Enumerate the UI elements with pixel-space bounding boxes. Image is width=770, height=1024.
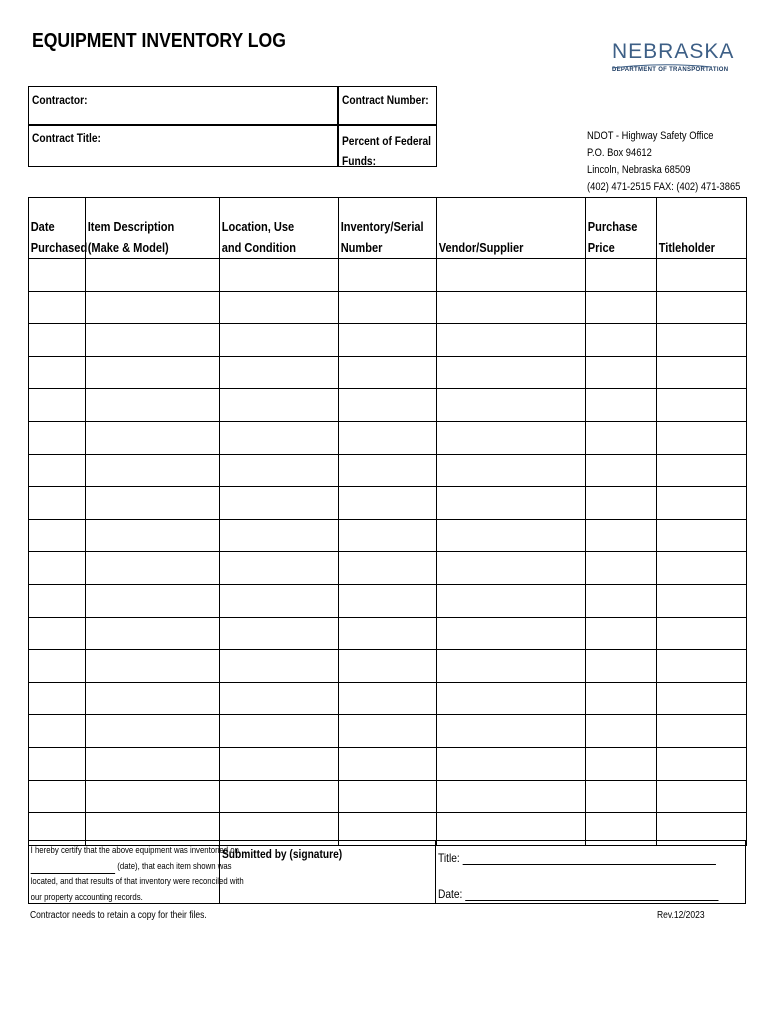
table-cell[interactable] xyxy=(586,617,657,650)
logo-swoosh-icon xyxy=(612,64,712,70)
table-cell[interactable] xyxy=(437,552,586,585)
table-cell[interactable] xyxy=(220,780,339,813)
table-cell[interactable] xyxy=(339,487,437,520)
table-cell[interactable] xyxy=(657,584,747,617)
table-cell[interactable] xyxy=(29,259,86,292)
address-line: Lincoln, Nebraska 68509 xyxy=(587,164,691,176)
table-cell[interactable] xyxy=(437,650,586,683)
table-row xyxy=(29,259,747,292)
table-cell[interactable] xyxy=(437,682,586,715)
table-cell[interactable] xyxy=(437,584,586,617)
page-title: EQUIPMENT INVENTORY LOG xyxy=(32,30,286,52)
table-cell[interactable] xyxy=(86,682,220,715)
table-cell[interactable] xyxy=(29,487,86,520)
address-line: NDOT - Highway Safety Office xyxy=(587,130,714,142)
table-cell[interactable] xyxy=(586,519,657,552)
table-cell[interactable] xyxy=(29,454,86,487)
table-cell[interactable] xyxy=(220,356,339,389)
col-location-use: Location, Use and Condition xyxy=(220,198,339,259)
table-cell[interactable] xyxy=(339,552,437,585)
table-cell[interactable] xyxy=(86,356,220,389)
table-cell[interactable] xyxy=(586,421,657,454)
table-cell[interactable] xyxy=(437,487,586,520)
table-cell[interactable] xyxy=(220,682,339,715)
contract-number-field[interactable] xyxy=(337,86,437,126)
table-cell[interactable] xyxy=(657,715,747,748)
table-cell[interactable] xyxy=(29,389,86,422)
logo-name: NEBRASKA xyxy=(612,40,735,63)
contract-title-label: Contract Title: xyxy=(32,131,101,145)
percent-federal-field[interactable] xyxy=(337,124,437,167)
table-row xyxy=(29,324,747,357)
table-cell[interactable] xyxy=(220,552,339,585)
col-date-purchased: Date Purchased xyxy=(29,198,86,259)
address-line: P.O. Box 94612 xyxy=(587,147,652,159)
address-block xyxy=(587,128,767,196)
table-cell[interactable] xyxy=(339,324,437,357)
contractor-field[interactable] xyxy=(28,86,339,126)
table-cell[interactable] xyxy=(657,454,747,487)
table-cell[interactable] xyxy=(437,715,586,748)
table-cell[interactable] xyxy=(437,324,586,357)
table-cell[interactable] xyxy=(437,421,586,454)
table-cell[interactable] xyxy=(86,324,220,357)
table-cell[interactable] xyxy=(220,454,339,487)
table-row xyxy=(29,519,747,552)
date-line[interactable] xyxy=(465,890,718,901)
table-row xyxy=(29,389,747,422)
title-label: Title: xyxy=(438,851,460,865)
table-cell[interactable] xyxy=(657,747,747,780)
table-cell[interactable] xyxy=(29,356,86,389)
table-row xyxy=(29,552,747,585)
date-label: Date: xyxy=(438,887,463,901)
table-cell[interactable] xyxy=(220,584,339,617)
table-cell[interactable] xyxy=(657,617,747,650)
contractor-label: Contractor: xyxy=(32,93,88,107)
table-cell[interactable] xyxy=(339,389,437,422)
table-cell[interactable] xyxy=(220,487,339,520)
table-row xyxy=(29,487,747,520)
table-row xyxy=(29,682,747,715)
table-cell[interactable] xyxy=(29,291,86,324)
table-cell[interactable] xyxy=(586,356,657,389)
table-cell[interactable] xyxy=(339,519,437,552)
footer-note: Contractor needs to retain a copy for their files. xyxy=(30,910,207,921)
table-cell[interactable] xyxy=(29,780,86,813)
table-cell[interactable] xyxy=(437,519,586,552)
table-cell[interactable] xyxy=(339,715,437,748)
table-cell[interactable] xyxy=(29,324,86,357)
table-cell[interactable] xyxy=(586,650,657,683)
table-row xyxy=(29,617,747,650)
table-cell[interactable] xyxy=(86,454,220,487)
table-cell[interactable] xyxy=(437,259,586,292)
table-cell[interactable] xyxy=(586,259,657,292)
table-cell[interactable] xyxy=(586,324,657,357)
table-cell[interactable] xyxy=(657,519,747,552)
table-cell[interactable] xyxy=(339,747,437,780)
table-cell[interactable] xyxy=(586,780,657,813)
table-body xyxy=(29,259,747,846)
table-cell[interactable] xyxy=(220,324,339,357)
table-cell[interactable] xyxy=(86,780,220,813)
table-cell[interactable] xyxy=(29,584,86,617)
table-cell[interactable] xyxy=(86,584,220,617)
table-cell[interactable] xyxy=(586,389,657,422)
table-cell[interactable] xyxy=(657,389,747,422)
col-purchase-price: Purchase Price xyxy=(586,198,657,259)
table-cell[interactable] xyxy=(657,552,747,585)
table-cell[interactable] xyxy=(657,324,747,357)
col-inventory-serial: Inventory/Serial Number xyxy=(339,198,437,259)
col-item-description: Item Description (Make & Model) xyxy=(86,198,220,259)
table-row xyxy=(29,650,747,683)
table-row xyxy=(29,356,747,389)
title-line[interactable] xyxy=(463,854,716,865)
table-cell[interactable] xyxy=(220,259,339,292)
certification-text: I hereby certify that the above equipment was inventoried on xyxy=(30,845,239,856)
table-cell[interactable] xyxy=(339,356,437,389)
table-cell[interactable] xyxy=(586,552,657,585)
table-cell[interactable] xyxy=(339,259,437,292)
table-cell[interactable] xyxy=(86,715,220,748)
table-row xyxy=(29,291,747,324)
certification-text: (date), that each item shown was xyxy=(117,860,232,872)
table-cell[interactable] xyxy=(437,291,586,324)
table-row xyxy=(29,584,747,617)
table-cell[interactable] xyxy=(220,617,339,650)
table-row xyxy=(29,421,747,454)
table-cell[interactable] xyxy=(586,715,657,748)
logo-subtitle: DEPARTMENT OF TRANSPORTATION xyxy=(612,67,729,73)
table-cell[interactable] xyxy=(29,552,86,585)
table-row xyxy=(29,454,747,487)
table-cell[interactable] xyxy=(220,389,339,422)
table-cell[interactable] xyxy=(29,421,86,454)
table-cell[interactable] xyxy=(657,356,747,389)
table-cell[interactable] xyxy=(339,780,437,813)
table-cell[interactable] xyxy=(86,519,220,552)
table-cell[interactable] xyxy=(657,780,747,813)
table-cell[interactable] xyxy=(86,617,220,650)
contract-number-label: Contract Number: xyxy=(342,93,429,107)
table-cell[interactable] xyxy=(437,780,586,813)
title-date-area xyxy=(436,840,746,904)
percent-federal-label: Percent of Federal Funds: xyxy=(342,134,431,168)
table-cell[interactable] xyxy=(339,584,437,617)
table-cell[interactable] xyxy=(86,421,220,454)
table-cell[interactable] xyxy=(86,259,220,292)
certification-box xyxy=(28,840,244,904)
table-cell[interactable] xyxy=(86,389,220,422)
table-cell[interactable] xyxy=(437,747,586,780)
table-cell[interactable] xyxy=(657,682,747,715)
table-row xyxy=(29,747,747,780)
table-cell[interactable] xyxy=(437,389,586,422)
signature-field[interactable] xyxy=(219,840,436,904)
table-cell[interactable] xyxy=(29,519,86,552)
table-cell[interactable] xyxy=(339,291,437,324)
table-cell[interactable] xyxy=(220,650,339,683)
table-cell[interactable] xyxy=(586,682,657,715)
table-cell[interactable] xyxy=(29,715,86,748)
table-cell[interactable] xyxy=(339,682,437,715)
table-cell[interactable] xyxy=(657,650,747,683)
table-cell[interactable] xyxy=(339,617,437,650)
table-cell[interactable] xyxy=(657,291,747,324)
table-cell[interactable] xyxy=(586,747,657,780)
table-cell[interactable] xyxy=(86,487,220,520)
table-row xyxy=(29,780,747,813)
table-cell[interactable] xyxy=(220,291,339,324)
table-cell[interactable] xyxy=(220,715,339,748)
table-cell[interactable] xyxy=(657,421,747,454)
table-cell[interactable] xyxy=(339,650,437,683)
table-cell[interactable] xyxy=(86,291,220,324)
table-header-row xyxy=(29,198,747,259)
certification-text: our property accounting records. xyxy=(30,891,143,903)
ndot-logo xyxy=(612,40,735,86)
table-cell[interactable] xyxy=(220,519,339,552)
table-cell[interactable] xyxy=(86,650,220,683)
table-cell[interactable] xyxy=(29,747,86,780)
table-cell[interactable] xyxy=(657,487,747,520)
col-vendor-supplier: Vendor/Supplier xyxy=(437,198,586,259)
table-cell[interactable] xyxy=(586,454,657,487)
table-cell[interactable] xyxy=(437,617,586,650)
table-cell[interactable] xyxy=(339,454,437,487)
table-cell[interactable] xyxy=(586,487,657,520)
inventory-table xyxy=(28,197,747,846)
table-cell[interactable] xyxy=(29,617,86,650)
revision-label: Rev.12/2023 xyxy=(657,910,705,921)
table-cell[interactable] xyxy=(586,584,657,617)
table-cell[interactable] xyxy=(339,421,437,454)
contract-title-field[interactable] xyxy=(28,124,339,167)
address-line: (402) 471-2515 FAX: (402) 471-3865 xyxy=(587,181,741,193)
table-cell[interactable] xyxy=(437,356,586,389)
table-cell[interactable] xyxy=(220,747,339,780)
table-cell[interactable] xyxy=(29,682,86,715)
table-cell[interactable] xyxy=(437,454,586,487)
table-cell[interactable] xyxy=(86,747,220,780)
col-titleholder: Titleholder xyxy=(657,198,747,259)
table-cell[interactable] xyxy=(657,259,747,292)
table-cell[interactable] xyxy=(86,552,220,585)
table-row xyxy=(29,715,747,748)
certification-text: located, and that results of that inventory were reconciled with xyxy=(30,876,244,887)
table-cell[interactable] xyxy=(220,421,339,454)
submitted-by-label: Submitted by (signature) xyxy=(222,847,343,861)
table-cell[interactable] xyxy=(29,650,86,683)
table-cell[interactable] xyxy=(586,291,657,324)
